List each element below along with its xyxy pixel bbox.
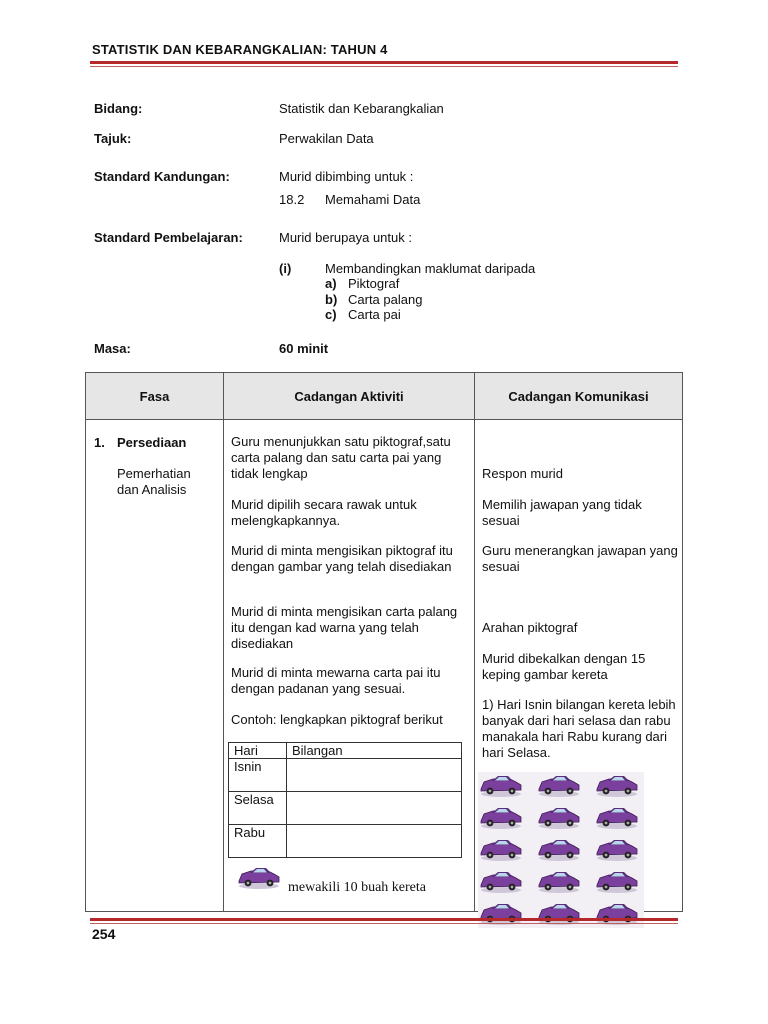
car-icon	[536, 836, 582, 862]
tajuk-label: Tajuk:	[94, 131, 132, 146]
pictograph-row	[229, 792, 462, 825]
pictograph-day: Isnin	[229, 759, 287, 792]
bidang-label: Bidang:	[94, 101, 143, 116]
car-picture-card[interactable]	[536, 836, 586, 864]
header-aktiviti: Cadangan Aktiviti	[224, 373, 475, 420]
pictograph-day: Selasa	[229, 792, 287, 825]
pictograph-legend-text: mewakili 10 buah kereta	[288, 880, 427, 895]
fasa-sub: Pemerhatian dan Analisis	[117, 466, 191, 497]
masa-value: 60 minit	[279, 341, 329, 356]
car-icon	[536, 868, 582, 894]
standard-kandungan-text: Memahami Data	[325, 192, 421, 207]
car-cards-grid	[478, 772, 644, 928]
pictograph-row	[229, 759, 462, 792]
komunikasi-paragraph: Respon murid	[482, 466, 563, 481]
komunikasi-paragraph: Memilih jawapan yang tidak sesuai	[482, 497, 642, 528]
komunikasi-paragraph: Murid dibekalkan dengan 15 keping gambar kereta	[482, 651, 646, 682]
sp-sub-letter: a)	[325, 276, 337, 291]
car-icon	[536, 772, 582, 798]
footer-rule	[90, 918, 678, 924]
bidang-value: Statistik dan Kebarangkalian	[279, 101, 444, 116]
fasa-cell	[86, 420, 224, 912]
pictograph-header-hari: Hari	[229, 743, 287, 759]
sp-sub-letter: b)	[325, 292, 338, 307]
car-picture-card[interactable]	[536, 772, 586, 800]
car-picture-card[interactable]	[478, 868, 528, 896]
sp-sub-letter: c)	[325, 307, 337, 322]
aktiviti-paragraph: Murid di minta mengisikan carta palang itu dengan kad warna yang telah disediakan	[231, 604, 458, 651]
sp-sub-text: Carta palang	[348, 292, 423, 307]
standard-kandungan-label: Standard Kandungan:	[94, 169, 230, 184]
pictograph-day: Rabu	[229, 825, 287, 858]
car-picture-card[interactable]	[594, 868, 644, 896]
standard-kandungan-intro: Murid dibimbing untuk :	[279, 169, 414, 184]
komunikasi-paragraph: Guru menerangkan jawapan yang sesuai	[482, 543, 678, 574]
aktiviti-paragraph: Murid dipilih secara rawak untuk melengkapkannya.	[231, 497, 417, 528]
car-icon	[536, 804, 582, 830]
sp-sub-text: Carta pai	[348, 307, 401, 322]
header-fasa: Fasa	[86, 373, 224, 420]
standard-pembelajaran-intro: Murid berupaya untuk :	[279, 230, 412, 245]
komunikasi-paragraph: 1) Hari Isnin bilangan kereta lebih banyak dari hari selasa dan rabu manakala hari Rabu kurang dari hari Selasa.	[482, 697, 676, 760]
pictograph-value[interactable]	[287, 759, 462, 792]
pictograph-header-row	[229, 743, 462, 759]
car-picture-card[interactable]	[594, 804, 644, 832]
legend-car-icon	[236, 864, 282, 890]
car-picture-card[interactable]	[536, 804, 586, 832]
pictograph-row	[229, 825, 462, 858]
aktiviti-paragraph: Murid di minta mewarna carta pai itu dengan padanan yang sesuai.	[231, 665, 441, 696]
car-icon	[478, 804, 524, 830]
car-picture-card[interactable]	[478, 836, 528, 864]
standard-kandungan-code: 18.2	[279, 192, 305, 207]
car-icon	[478, 836, 524, 862]
pictograph-value[interactable]	[287, 825, 462, 858]
aktiviti-paragraph: Contoh: lengkapkan piktograf berikut	[231, 712, 443, 727]
pictograph-table	[228, 742, 462, 858]
pictograph-value[interactable]	[287, 792, 462, 825]
car-icon	[594, 868, 640, 894]
masa-label: Masa:	[94, 341, 131, 356]
sp-item-text: Membandingkan maklumat daripada	[325, 261, 536, 276]
car-icon	[478, 772, 524, 798]
car-picture-card[interactable]	[594, 836, 644, 864]
car-icon	[594, 836, 640, 862]
fasa-title: Persediaan	[117, 435, 187, 450]
standard-pembelajaran-label: Standard Pembelajaran:	[94, 230, 243, 245]
car-picture-card[interactable]	[478, 804, 528, 832]
header-rule	[90, 61, 678, 67]
car-icon	[478, 868, 524, 894]
tajuk-value: Perwakilan Data	[279, 131, 374, 146]
komunikasi-paragraph: Arahan piktograf	[482, 620, 578, 635]
car-picture-card[interactable]	[536, 868, 586, 896]
car-picture-card[interactable]	[594, 772, 644, 800]
pictograph-header-bilangan: Bilangan	[287, 743, 462, 759]
fasa-number: 1.	[94, 435, 105, 450]
page-number: 254	[92, 926, 116, 942]
sp-sub-text: Piktograf	[348, 276, 400, 291]
car-icon	[594, 772, 640, 798]
car-icon	[594, 804, 640, 830]
aktiviti-paragraph: Guru menunjukkan satu piktograf,satu carta palang dan satu carta pai yang tidak lengkap	[231, 434, 451, 481]
car-picture-card[interactable]	[478, 772, 528, 800]
table-header-row	[86, 373, 683, 420]
sp-item-number: (i)	[279, 261, 292, 276]
document-header-title: STATISTIK DAN KEBARANGKALIAN: TAHUN 4	[92, 42, 388, 57]
aktiviti-paragraph: Murid di minta mengisikan piktograf itu dengan gambar yang telah disediakan	[231, 543, 453, 574]
header-komunikasi: Cadangan Komunikasi	[475, 373, 683, 420]
